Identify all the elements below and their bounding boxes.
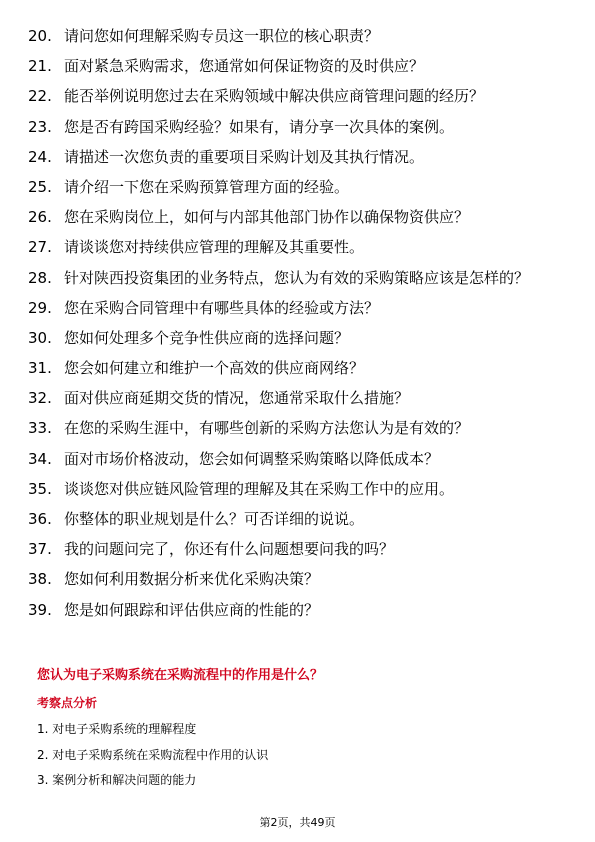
question-text: 针对陕西投资集团的业务特点，您认为有效的采购策略应该是怎样的？: [64, 268, 530, 287]
list-item: [28, 357, 573, 379]
list-item: [28, 116, 573, 138]
question-number: 36.: [28, 510, 52, 528]
question-number: 27.: [28, 238, 52, 257]
question-number: 31.: [28, 359, 52, 378]
analysis-title: 考察点分析: [37, 696, 98, 710]
list-item: [28, 85, 573, 107]
page-number-footer: 第2页，共49页: [259, 816, 336, 829]
analysis-points: [37, 720, 268, 797]
list-item: [28, 146, 573, 168]
list-item: [28, 417, 573, 439]
list-item: [28, 478, 573, 500]
list-item: [28, 327, 573, 349]
question-number: 37.: [28, 540, 52, 559]
question-text: 您是如何跟踪和评估供应商的性能的？: [64, 600, 320, 619]
analysis-point: 1. 对电子采购系统的理解程度: [37, 722, 197, 736]
question-text: 谈谈您对供应链风险管理的理解及其在采购工作中的应用。: [64, 479, 455, 498]
question-text: 我的问题问完了，你还有什么问题想要问我的吗？: [64, 540, 395, 559]
question-number: 22.: [28, 87, 52, 106]
question-text: 您在采购岗位上，如何与内部其他部门协作以确保物资供应？: [64, 208, 470, 227]
question-number: 35.: [28, 479, 52, 498]
list-item: [28, 387, 573, 409]
question-text: 面对市场价格波动，您会如何调整采购策略以降低成本？: [64, 449, 440, 468]
question-text: 请介绍一下您在采购预算管理方面的经验。: [64, 177, 350, 196]
question-number: 38.: [28, 570, 52, 589]
list-item: [28, 599, 573, 621]
question-number: 34.: [28, 449, 52, 468]
list-item: [28, 538, 573, 560]
question-number: 24.: [28, 147, 52, 166]
question-number: 39.: [28, 600, 52, 619]
question-text: 面对紧急采购需求，您通常如何保证物资的及时供应？: [64, 57, 425, 76]
question-number: 21.: [28, 57, 52, 76]
question-number: 20.: [28, 27, 52, 45]
question-list: [28, 25, 573, 629]
list-item: [28, 25, 573, 47]
list-item: [28, 568, 573, 590]
list-item: [28, 267, 573, 289]
question-number: 29.: [28, 298, 52, 317]
list-item: [28, 176, 573, 198]
question-number: 32.: [28, 389, 52, 408]
question-text: 您会如何建立和维护一个高效的供应商网络？: [64, 359, 365, 378]
analysis-point: 3. 案例分析和解决问题的能力: [37, 773, 197, 787]
question-text: 您是否有跨国采购经验？如果有，请分享一次具体的案例。: [64, 117, 455, 136]
list-item: [28, 448, 573, 470]
question-number: 33.: [28, 419, 52, 438]
analysis-point: 2. 对电子采购系统在采购流程中作用的认识: [37, 747, 269, 762]
question-text: 能否举例说明您过去在采购领域中解决供应商管理问题的经历？: [64, 87, 485, 106]
question-text: 您在采购合同管理中有哪些具体的经验或方法？: [64, 298, 380, 317]
question-text: 请问您如何理解采购专员这一职位的核心职责？: [64, 27, 380, 45]
question-text: 请描述一次您负责的重要项目采购计划及其执行情况。: [64, 147, 425, 166]
question-number: 30.: [28, 328, 52, 347]
list-item: [28, 55, 573, 77]
question-number: 28.: [28, 268, 52, 287]
highlighted-question: 您认为电子采购系统在采购流程中的作用是什么？: [37, 668, 324, 683]
question-number: 25.: [28, 177, 52, 196]
question-text: 请谈谈您对持续供应管理的理解及其重要性。: [64, 238, 365, 257]
question-text: 您如何利用数据分析来优化采购决策？: [64, 570, 320, 589]
question-text: 在您的采购生涯中，有哪些创新的采购方法您认为是有效的？: [64, 419, 470, 438]
question-text: 你整体的职业规划是什么？可否详细的说说。: [64, 510, 365, 528]
question-text: 面对供应商延期交货的情况，您通常采取什么措施？: [64, 389, 410, 408]
list-item: [28, 297, 573, 319]
question-text: 您如何处理多个竞争性供应商的选择问题？: [64, 328, 350, 347]
list-item: [28, 508, 573, 530]
list-item: [28, 206, 573, 228]
question-number: 23.: [28, 117, 52, 136]
question-number: 26.: [28, 208, 52, 227]
list-item: [28, 236, 573, 258]
